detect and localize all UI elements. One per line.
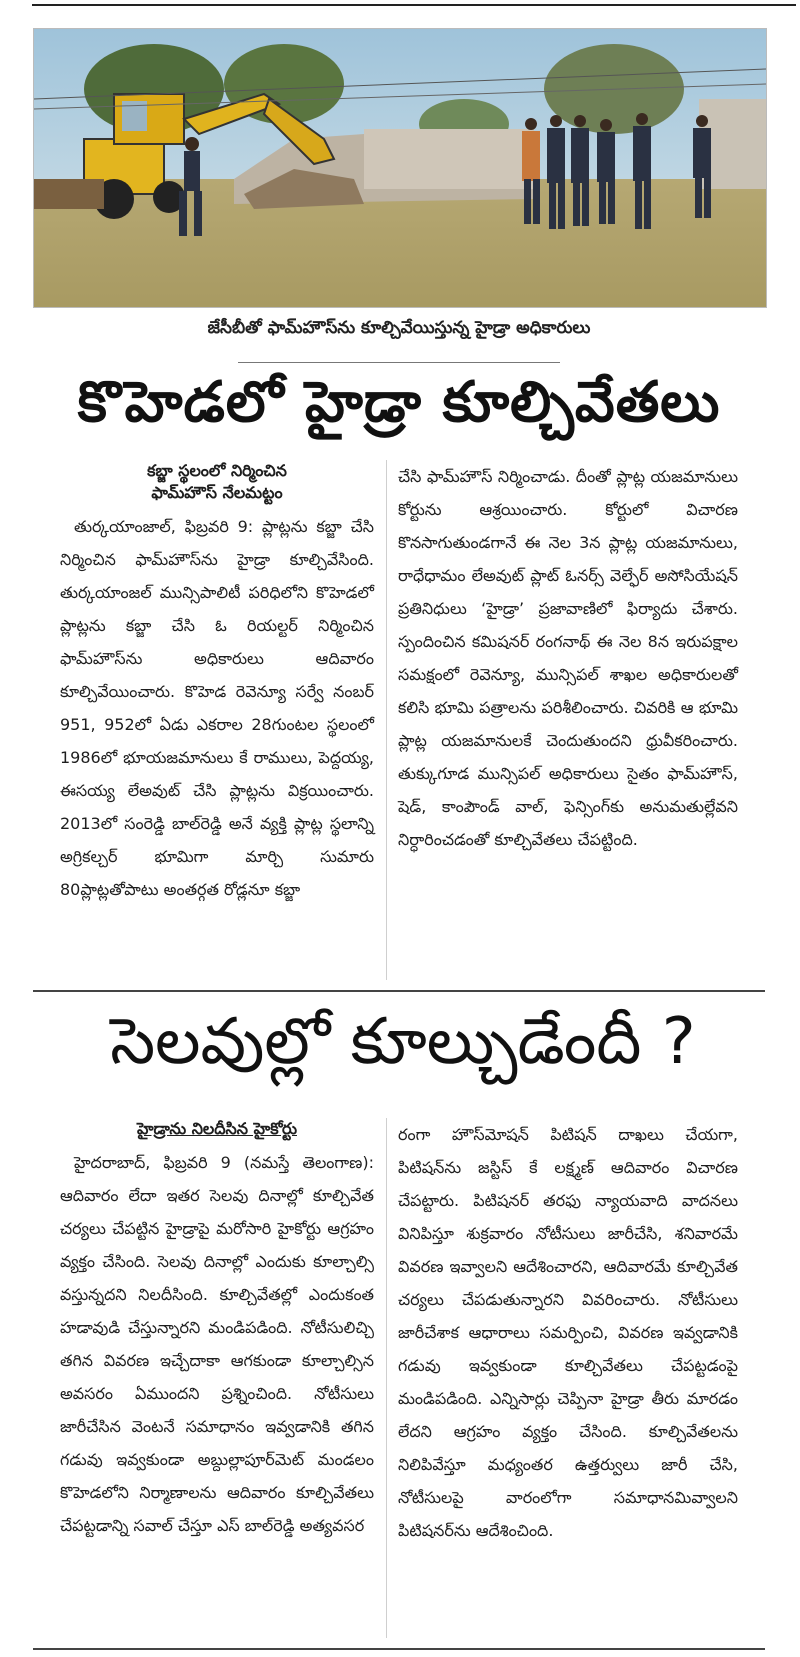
article2-column-divider xyxy=(386,1118,387,1638)
caption-rule xyxy=(238,362,560,363)
article2-headline: సెలవుల్లో కూల్చుడేందీ ? xyxy=(110,1005,696,1079)
article2-body-col2: రంగా హౌస్‌మోషన్‌ పిటిషన్‌ దాఖలు చేయగా, పిటిషన్‌ను జస్టిస్‌ కే లక్ష్మణ్‌ ఆదివారం విచారణ చేపట్టారు. పిటిషనర్‌ తరఫు న్యాయవాది వాదనలు వినిపిస్తూ శుక్రవారం నోటీసులు జారీచేసి, శనివారమే వివరణ ఇవ్వాలని ఆదేశించారని, ఆదివారమే కూల్చివేత చర్యలు చేపడుతున్నారని వివరించారు. నోటీసులు జారీచేశాక ఆధారాలు సమర్పించి, వివరణ ఇవ్వడానికి గడువు ఇవ్వకుండా కూల్చివేతలు చేపట్టడంపై మండిపడింది. ఎన్నిసార్లు చెప్పినా హైడ్రా తీరు మారడం లేదని ఆగ్రహం వ్యక్తం చేసింది. కూల్చివేతలను నిలిపివేస్తూ మధ్యంతర ఉత్తర్వులు జారీ చేసి, నోటీసులపై వారంలోగా సమాధానమివ్వాలని పిటిషనర్‌ను ఆదేశించింది. xyxy=(398,1125,738,1540)
article1-subheadline-line1: కబ్జా స్థలంలో నిర్మించిన xyxy=(147,461,287,480)
article2-subheadline: హైడ్రాను నిలదీసిన హైకోర్టు xyxy=(137,1119,297,1138)
article1-headline: కొహెడలో హైడ్రా కూల్చివేతలు xyxy=(77,370,721,435)
photo-caption: జేసీబీతో ఫామ్‌హౌస్‌ను కూల్చివేయిస్తున్న హైడ్రా అధికారులు xyxy=(207,318,591,338)
article2-column-2 xyxy=(398,1118,738,1547)
article2-column-1 xyxy=(60,1118,374,1542)
article1-body-col1: తుర్కయాంజాల్‌, ఫిబ్రవరి 9: ప్లాట్లను కబ్జా చేసి నిర్మించిన ఫామ్‌హౌస్‌ను హైడ్రా కూల్చివేసింది. తుర్కయాంజల్‌ మున్సిపాలిటీ పరిధిలోని కొహెడలో ప్లాట్లను కబ్జా చేసి ఓ రియల్టర్‌ నిర్మించిన ఫామ్‌హౌస్‌ను అధికారులు ఆదివారం కూల్చివేయించారు. కొహెడ రెవెన్యూ సర్వే నంబర్‌ 951, 952లో ఏడు ఎకరాల 28గుంటల స్థలంలో 1986లో భూయజమానులు కే రాములు, పెద్దయ్య, ఈసయ్య లేఅవుట్‌ చేసి ప్లాట్లను విక్రయించారు. 2013లో సంరెడ్డి బాల్‌రెడ్డి అనే వ్యక్తి ప్లాట్ల స్థలాన్ని అగ్రికల్చర్‌ భూమిగా మార్చి సుమారు 80ప్లాట్లతోపాటు అంతర్గత రోడ్లనూ కబ్జా xyxy=(60,517,374,899)
article1-column-2 xyxy=(398,460,738,856)
article2-body-col1: హైదరాబాద్‌, ఫిబ్రవరి 9 (నమస్తే తెలంగాణ): ఆదివారం లేదా ఇతర సెలవు దినాల్లో కూల్చివేత చర్యలు చేపట్టిన హైడ్రాపై మరోసారి హైకోర్టు ఆగ్రహం వ్యక్తం చేసింది. సెలవు దినాల్లో ఎందుకు కూల్చాల్సి వస్తున్నదని నిలదీసింది. కూల్చివేతల్లో ఎందుకంత హడావుడి చేస్తున్నారని మండిపడింది. నోటీసులిచ్చి తగిన వివరణ ఇచ్చేదాకా ఆగకుండా కూల్చాల్సిన అవసరం ఏముందని ప్రశ్నించింది. నోటీసులు జారీచేసిన వెంటనే సమాధానం ఇవ్వడానికి తగిన గడువు ఇవ్వకుండా అబ్దుల్లాపూర్‌మెట్‌ మండలం కొహెడలోని నిర్మాణాలను ఆదివారం కూల్చివేతలు చేపట్టడాన్ని సవాల్‌ చేస్తూ ఎస్‌ బాల్‌రెడ్డి అత్యవసర xyxy=(60,1153,374,1535)
bottom-rule xyxy=(33,1648,765,1650)
article1-column-divider xyxy=(386,460,387,980)
section-divider xyxy=(33,990,765,992)
article1-subheadline xyxy=(60,460,374,504)
news-photo xyxy=(33,28,767,308)
article1-body-col2: చేసి ఫామ్‌హౌస్‌ నిర్మించాడు. దీంతో ప్లాట్ల యజమానులు కోర్టును ఆశ్రయించారు. కోర్టులో విచారణ కొనసాగుతుండగానే ఈ నెల 3న ప్లాట్ల యజమానులు, రాధేధామం లేఅవుట్‌ ప్లాట్‌ ఓనర్స్‌ వెల్ఫేర్‌ అసోసియేషన్‌ ప్రతినిధులు ‘హైడ్రా’ ప్రజావాణిలో ఫిర్యాదు చేశారు. స్పందించిన కమిషనర్‌ రంగనాథ్‌ ఈ నెల 8న ఇరుపక్షాల సమక్షంలో రెవెన్యూ, మున్సిపల్‌ శాఖల అధికారులతో కలిసి భూమి పత్రాలను పరిశీలించారు. చివరికి ఆ భూమి ప్లాట్ల యజమానులకే చెందుతుందని ధ్రువీకరించారు. తుక్కుగూడ మున్సిపల్‌ అధికారులు సైతం ఫామ్‌హౌస్‌, షెడ్‌, కాంపౌండ్‌ వాల్‌, ఫెన్సింగ్‌కు అనుమతుల్లేవని నిర్ధారించడంతో కూల్చివేతలు చేపట్టింది. xyxy=(398,467,738,849)
article1-subheadline-line2: ఫామ్‌హౌస్‌ నేలమట్టం xyxy=(151,483,283,502)
top-rule xyxy=(32,4,796,6)
jcb-demolition-photo xyxy=(34,29,766,307)
article1-column-1 xyxy=(60,460,374,906)
